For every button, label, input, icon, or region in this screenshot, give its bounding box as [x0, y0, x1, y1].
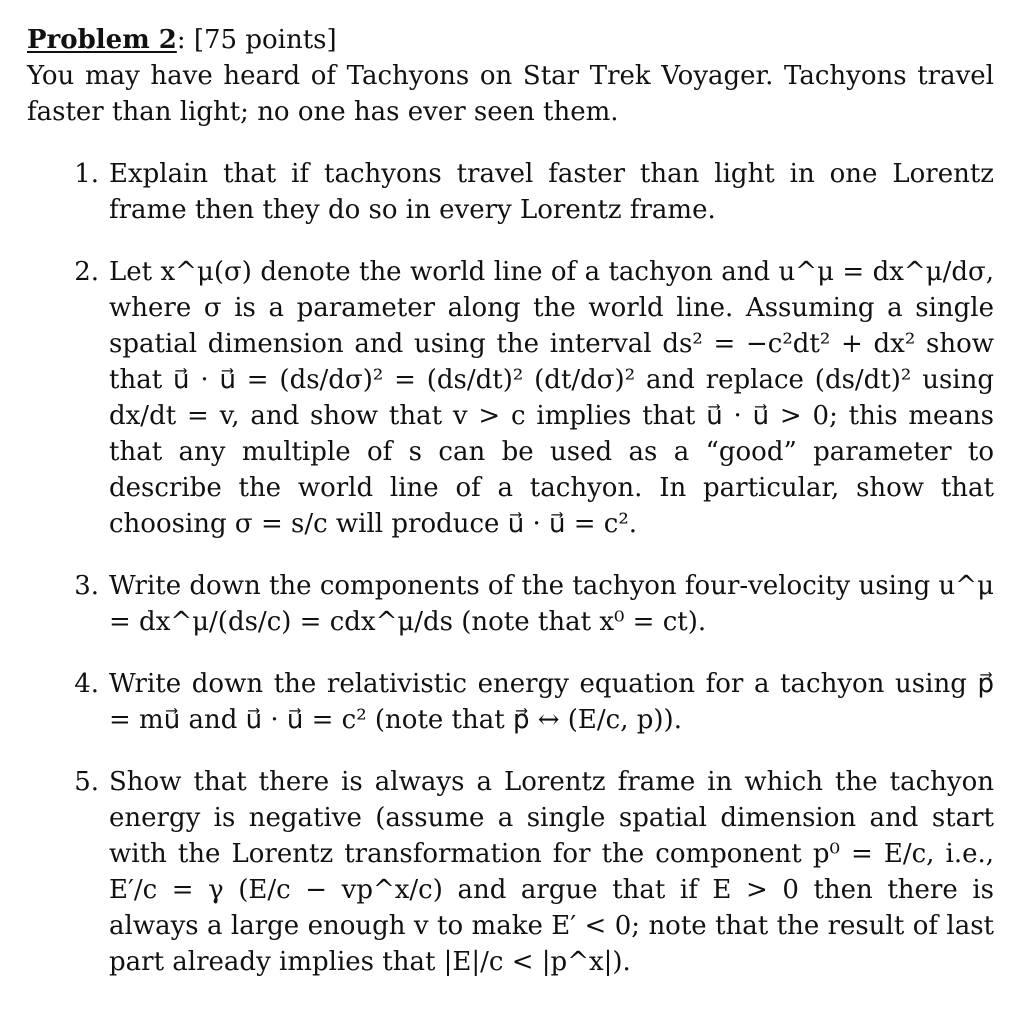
intro-paragraph: You may have heard of Tachyons on Star Trek Voyager. Tachyons travel faster than light; no one has ever seen them. [27, 61, 994, 127]
problem-part-1 [27, 156, 994, 228]
problem-document [27, 22, 994, 1006]
problem-part-2 [27, 254, 994, 542]
problem-points: [75 points] [185, 25, 337, 55]
part-number: 3. [74, 571, 99, 601]
part-number: 1. [74, 159, 99, 189]
part-text: Show that there is always a Lorentz frame in which the tachyon energy is negative (assume a single spatial dimension and start with the Lorentz transformation for the component p⁰ = E/c, i.e., E′/c = γ (E/c − vp^x/c) and argue that if E > 0 then there is always a large enough v to make E′ < 0; note that the result of last part already implies that |E|/c < |p^x|). [109, 767, 994, 977]
problem-part-3 [27, 568, 994, 640]
part-text: Let x^μ(σ) denote the world line of a tachyon and u^μ = dx^μ/dσ, where σ is a parameter along the world line. Assuming a single spatial dimension and using the interval ds² = −c²dt² + dx² show that u⃗ · u⃗ = (ds/dσ)² = (ds/dt)² (dt/dσ)² and replace (ds/dt)² using dx/dt = v, and show that v > c implies that u⃗ · u⃗ > 0; this means that any multiple of s can be used as a “good” parameter to describe the world line of a tachyon. In particular, show that choosing σ = s/c will produce u⃗ · u⃗ = c². [109, 257, 994, 539]
problem-title: Problem 2 [27, 25, 177, 55]
part-text: Explain that if tachyons travel faster than light in one Lorentz frame then they do so in every Lorentz frame. [109, 159, 994, 225]
part-number: 5. [74, 767, 99, 797]
part-number: 2. [74, 257, 99, 287]
problem-parts-list [27, 156, 994, 980]
problem-part-4 [27, 666, 994, 738]
part-text: Write down the relativistic energy equation for a tachyon using p⃗ = mu⃗ and u⃗ · u⃗ = c² (note that p⃗ ↔ (E/c, p)). [109, 669, 994, 735]
part-number: 4. [74, 669, 99, 699]
part-text: Write down the components of the tachyon four-velocity using u^μ = dx^μ/(ds/c) = cdx^μ/ds (note that x⁰ = ct). [109, 571, 994, 637]
problem-header [27, 22, 994, 58]
problem-title-colon: : [176, 25, 186, 55]
problem-part-5 [27, 764, 994, 980]
